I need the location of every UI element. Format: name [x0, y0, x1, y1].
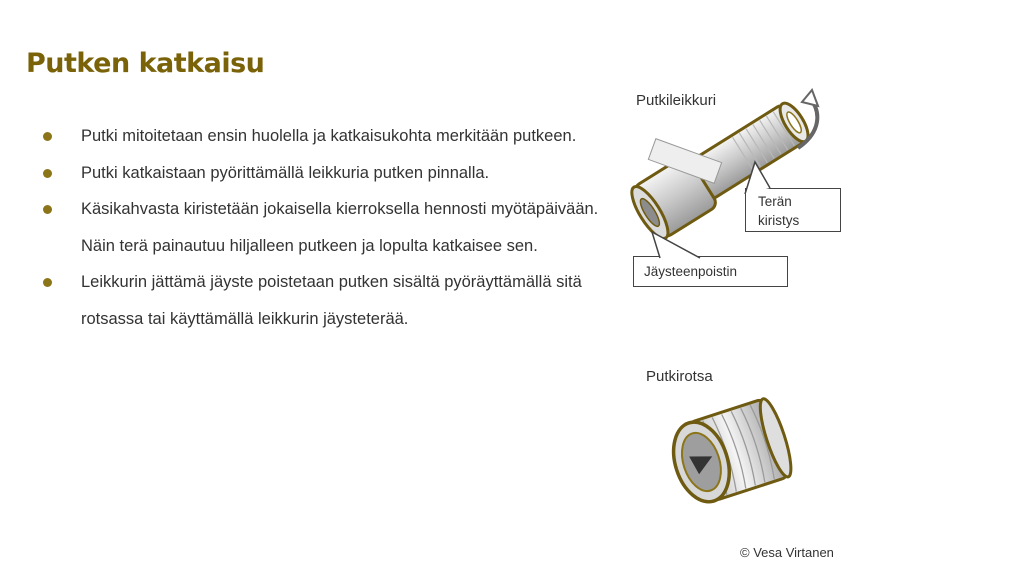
deburrer-callout-text: Jäysteenpoistin: [644, 264, 738, 279]
copyright-notice: © Vesa Virtanen: [740, 545, 834, 560]
deburrer-callout-pointer: [650, 228, 710, 260]
bullet-text: Putki mitoitetaan ensin huolella ja katkaisukohta merkitään putkeen.: [81, 127, 577, 145]
blade-callout-pointer: [740, 160, 780, 200]
bullet-text: Leikkurin jättämä jäyste poistetaan putken sisältä pyöräyttämällä sitä rotsassa tai käyttämällä leikkurin jäysteterää.: [81, 273, 582, 328]
bullet-text: Putki katkaistaan pyörittämällä leikkuria putken pinnalla.: [81, 163, 490, 182]
deburrer-callout: [633, 256, 788, 287]
page-title: Putken katkaisu: [26, 48, 265, 79]
bullet-dot-icon: [43, 132, 52, 141]
bullet-item: [40, 264, 620, 337]
blade-callout-line2: kiristys: [758, 213, 800, 228]
bullet-dot-icon: [43, 278, 52, 287]
bullet-item: [40, 191, 620, 264]
bullet-text: Käsikahvasta kiristetään jokaisella kierroksella hennosti myötäpäivään. Näin terä painautuu hiljalleen putkeen ja lopulta katkaisee sen.: [81, 200, 599, 255]
pipe-reamer-illustration: [662, 396, 797, 511]
pipe-cutter-label: Putkileikkuri: [636, 92, 717, 109]
bullet-list: [40, 118, 620, 337]
blade-callout-line1: Terän: [758, 194, 792, 209]
bullet-item: [40, 155, 620, 192]
bullet-item: [40, 118, 620, 155]
pipe-reamer-label: Putkirotsa: [646, 368, 713, 385]
bullet-dot-icon: [43, 205, 52, 214]
bullet-dot-icon: [43, 169, 52, 178]
